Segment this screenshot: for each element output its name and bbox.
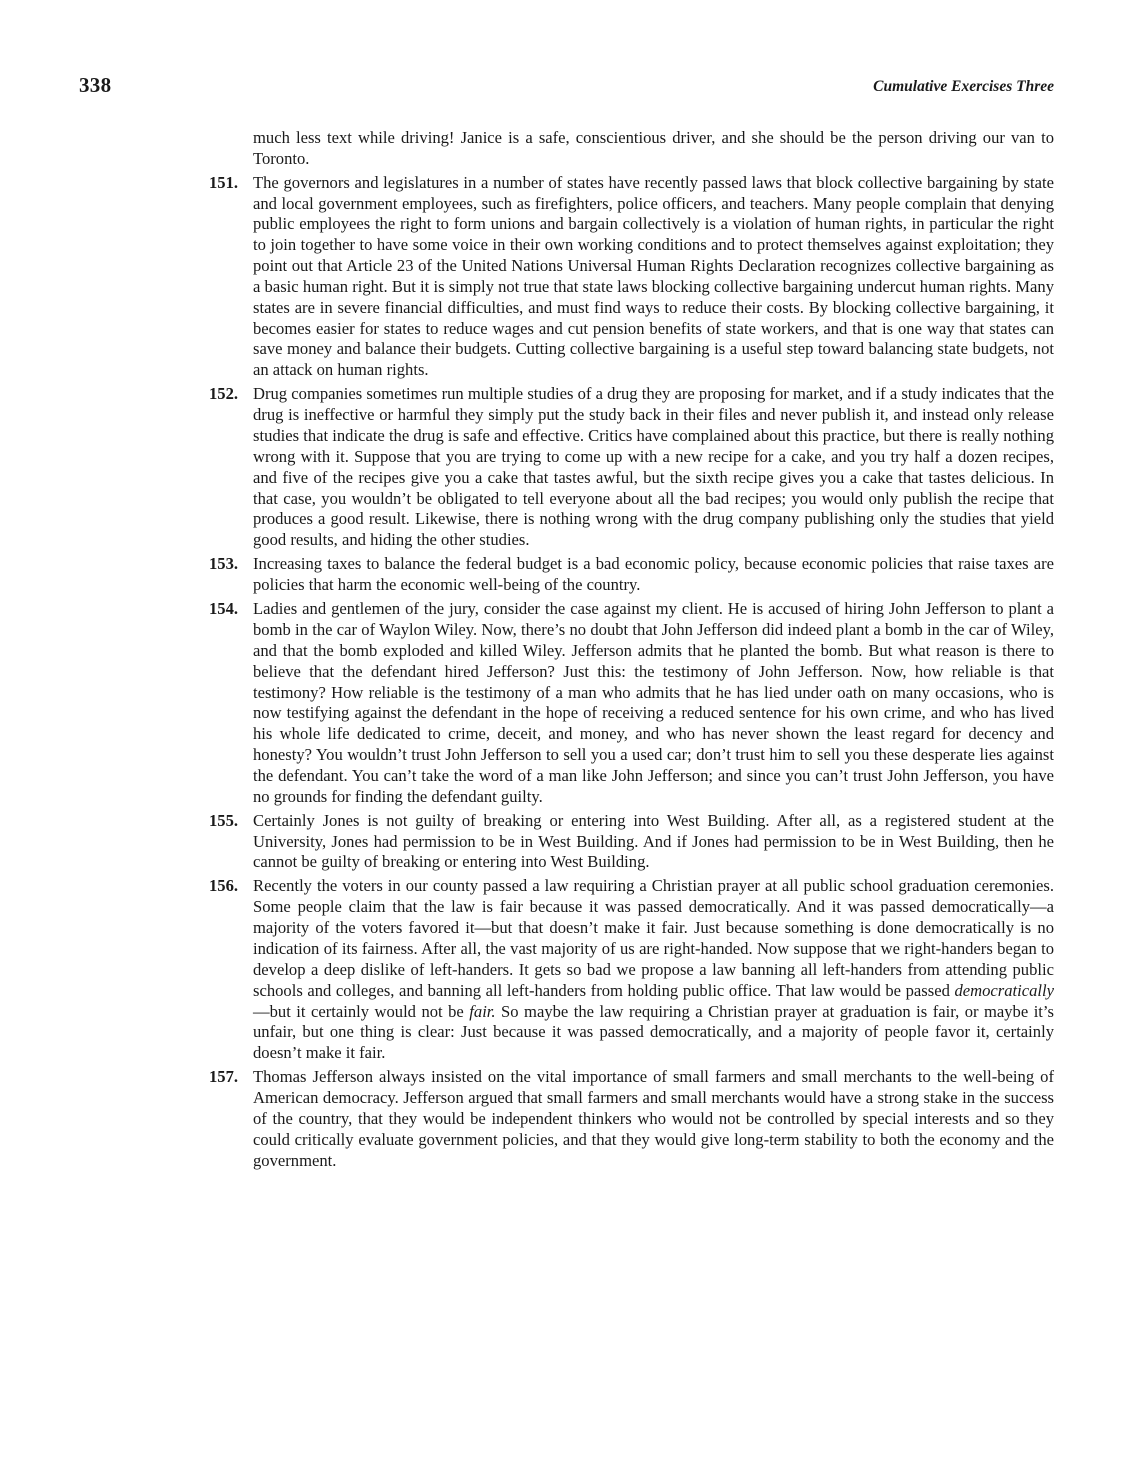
exercise-list (209, 128, 1055, 1175)
text-segment: So maybe the law requiring a Christian prayer at graduation is fair, or maybe it’s unfair, but one thing is clear: Just because it was passed democratically, and a majority of people favor it, certainly doesn’t make it fair. (253, 1001, 1054, 1063)
exercise-text: Thomas Jefferson always insisted on the vital importance of small farmers and small merchants to the well-being of American democracy. Jefferson argued that small farmers and small merchants would have a strong stake in the success of the country, that they would be independent thinkers who would not be controlled by special interests and so they could critically evaluate government policies, and that they would give long-term stability to both the economy and the government. (253, 1067, 1054, 1170)
exercise-text: Certainly Jones is not guilty of breaking or entering into West Building. After all, as a registered student at the University, Jones had permission to be in West Building. And if Jones had permission to be in West Building, then he cannot be guilty of breaking or entering into West Building. (253, 810, 1054, 872)
exercise-number: 157. (209, 1067, 239, 1087)
exercise-text (253, 876, 1054, 1064)
exercise-156 (209, 876, 1054, 1064)
running-head-title: Cumulative Exercises Three (873, 78, 1054, 95)
exercise-number: 155. (209, 810, 239, 830)
continuation-paragraph: much less text while driving! Janice is a safe, conscientious driver, and she should be the person driving our van to Toronto. (253, 128, 1054, 168)
exercise-155 (209, 810, 1054, 874)
exercise-152 (209, 384, 1055, 551)
exercise-number: 153. (209, 554, 239, 574)
exercise-153 (209, 554, 1054, 596)
page-number: 338 (79, 73, 112, 97)
text-segment: —but it certainly would not be (253, 1001, 470, 1021)
exercise-text: The governors and legislatures in a number of states have recently passed laws that block collective bargaining by state and local government employees, such as firefighters, police officers, and teachers. Many people complain that denying public employees the right to form unions and bargain collectively is a violation of human rights, in particular the right to join together to have some voice in their own working conditions and to protect themselves against exploitation; they point out that Article 23 of the United Nations Universal Human Rights Declaration recognizes collective bargaining as a basic human right. But it is simply not true that state laws blocking collective bargaining undercut human rights. Many states are in severe financial difficulties, and must find ways to reduce their costs. By blocking collective bargaining, it becomes easier for states to reduce wages and cut pension benefits of state workers, and that is one way that states can save money and balance their budgets. Cutting collective bargaining is a useful step toward balancing state budgets, not an attack on human rights. (253, 172, 1054, 380)
exercise-number: 154. (209, 599, 239, 619)
exercise-text: Drug companies sometimes run multiple studies of a drug they are proposing for market, and if a study indicates that the drug is ineffective or harmful they simply put the study back in their files and never publish it, and instead only release studies that indicate the drug is safe and effective. Critics have complained about this practice, but there is really nothing wrong with it. Suppose that you are trying to come up with a new recipe for a cake, and you try half a dozen recipes, and five of the recipes give you a cake that tastes awful, but the sixth recipe gives you a cake that tastes delicious. In that case, you wouldn’t be obligated to tell everyone about all the bad recipes; you would only publish the recipe that produces a good result. Likewise, there is nothing wrong with the drug company publishing only the studies that yield good results, and hiding the other studies. (253, 384, 1055, 550)
exercise-157 (209, 1067, 1054, 1171)
exercise-number: 156. (209, 876, 239, 896)
exercise-number: 152. (209, 384, 239, 404)
exercise-number: 151. (209, 172, 239, 192)
italic-word-fair: fair. (469, 1001, 496, 1021)
exercise-text: Increasing taxes to balance the federal budget is a bad economic policy, because economic policies that raise taxes are policies that harm the economic well-being of the country. (253, 554, 1054, 595)
text-segment: Recently the voters in our county passed a law requiring a Christian prayer at all public school graduation ceremonies. Some people claim that the law is fair because it was passed democratically. And it was passed democratically—a majority of the voters favored it—but that doesn’t make it fair. Just because something is done democratically is no indication of its fairness. After all, the vast majority of us are right-handed. Now suppose that we right-handers began to develop a deep dislike of left-handers. It gets so bad we propose a law banning all left-handers from attending public schools and colleges, and banning all left-handers from holding public office. That law would be passed (253, 876, 1054, 1000)
exercise-154 (209, 599, 1054, 807)
italic-word-democratically: democratically (954, 980, 1054, 1000)
exercise-text: Ladies and gentlemen of the jury, consider the case against my client. He is accused of hiring John Jefferson to plant a bomb in the car of Waylon Wiley. Now, there’s no doubt that John Jefferson did indeed plant a bomb in the car of Wiley, and that the bomb exploded and killed Wiley. Jefferson admits that he planted the bomb. But what reason is there to believe that the defendant hired Jefferson? Just this: the testimony of John Jefferson. Now, how reliable is that testimony? How reliable is the testimony of a man who admits that he has lied under oath on many occasions, who is now testifying against the defendant in the hope of receiving a reduced sentence for his own crime, and who has lived his whole life dedicated to crime, deceit, and money, and who has never shown the least regard for decency and honesty? You wouldn’t trust John Jefferson to sell you a used car; don’t trust him to sell you these desperate lies against the defendant. You can’t take the word of a man like John Jefferson; and since you can’t trust John Jefferson, you have no grounds for finding the defendant guilty. (253, 599, 1054, 806)
exercise-151 (209, 172, 1054, 381)
